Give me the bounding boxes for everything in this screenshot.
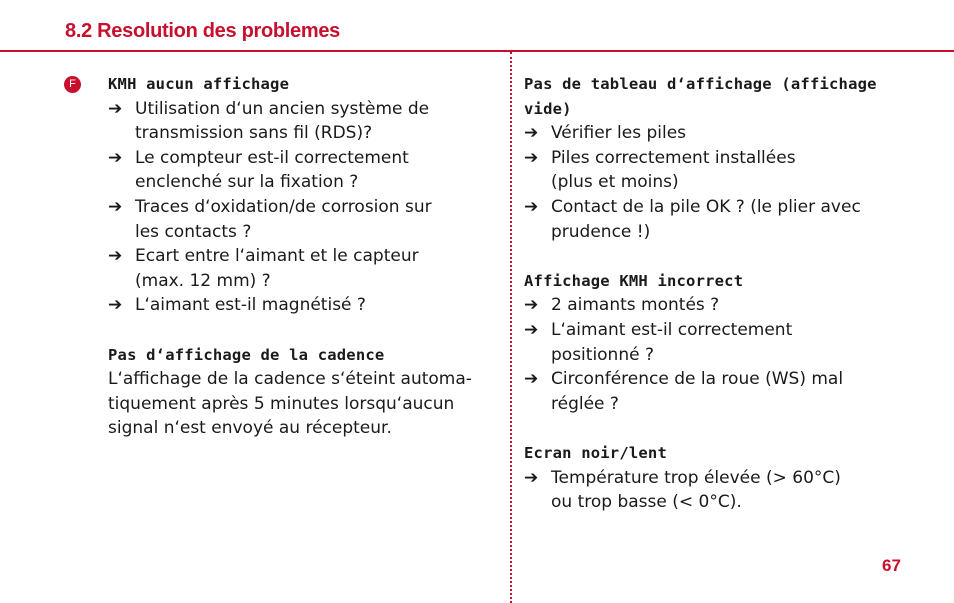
arrow-icon: ➔ xyxy=(524,147,539,168)
list-item: ➔ Vérifier les piles xyxy=(524,121,929,146)
arrow-icon: ➔ xyxy=(524,467,539,488)
section-heading: Pas d‘affichage de la cadence xyxy=(108,345,385,364)
arrow-icon: ➔ xyxy=(524,319,539,340)
section-heading: Ecran noir/lent xyxy=(524,443,667,462)
list-item: ➔ Température trop élevée (> 60°C) ou trop basse (< 0°C). xyxy=(524,467,841,513)
paragraph: L‘affichage de la cadence s‘éteint automa- tiquement après 5 minutes lorsqu‘aucun signal n‘est envoyé au récepteur. xyxy=(108,369,472,439)
list-item: ➔ Utilisation d‘un ancien système de transmission sans fil (RDS)? xyxy=(108,98,430,144)
list-item: ➔ Piles correctement installées (plus et moins) xyxy=(524,147,796,193)
section-heading: Pas de tableau d‘affichage (affichage vide) xyxy=(524,75,877,118)
arrow-icon: ➔ xyxy=(108,147,123,168)
left-column xyxy=(108,72,500,466)
right-column xyxy=(524,72,929,539)
list-item: ➔ Contact de la pile OK ? (le plier avec prudence !) xyxy=(524,196,861,242)
header-rule xyxy=(0,50,954,52)
list-item: ➔ Circonférence de la roue (WS) mal réglée ? xyxy=(524,369,844,414)
arrow-icon: ➔ xyxy=(108,246,123,267)
list-item: ➔ L‘aimant est-il magnétisé ? xyxy=(108,293,500,318)
arrow-icon: ➔ xyxy=(524,123,539,144)
section-kmh-incorrect xyxy=(524,269,929,417)
list-item: ➔ Ecart entre l‘aimant et le capteur (max. 12 mm) ? xyxy=(108,246,419,291)
list-item: ➔ Le compteur est-il correctement enclenché sur la fixation ? xyxy=(108,147,409,193)
section-heading: Affichage KMH incorrect xyxy=(524,271,744,290)
arrow-icon: ➔ xyxy=(108,98,123,119)
section-no-display-board xyxy=(524,72,929,244)
section-kmh-no-display xyxy=(108,72,500,318)
section-black-screen xyxy=(524,441,929,515)
arrow-icon: ➔ xyxy=(108,295,123,316)
list-item: ➔ Traces d‘oxidation/de corrosion sur les contacts ? xyxy=(108,196,432,242)
page-number: 67 xyxy=(882,556,901,575)
section-heading: KMH aucun affichage xyxy=(108,75,290,93)
list-item: ➔ L‘aimant est-il correctement positionné ? xyxy=(524,319,793,365)
arrow-icon: ➔ xyxy=(524,196,539,217)
list-item: ➔ 2 aimants montés ? xyxy=(524,293,929,318)
arrow-icon: ➔ xyxy=(524,369,539,390)
language-badge: F xyxy=(64,76,81,93)
section-title: 8.2 Resolution des problemes xyxy=(65,20,341,42)
arrow-icon: ➔ xyxy=(524,295,539,316)
arrow-icon: ➔ xyxy=(108,196,123,217)
column-divider xyxy=(510,52,512,603)
section-no-cadence xyxy=(108,343,500,441)
